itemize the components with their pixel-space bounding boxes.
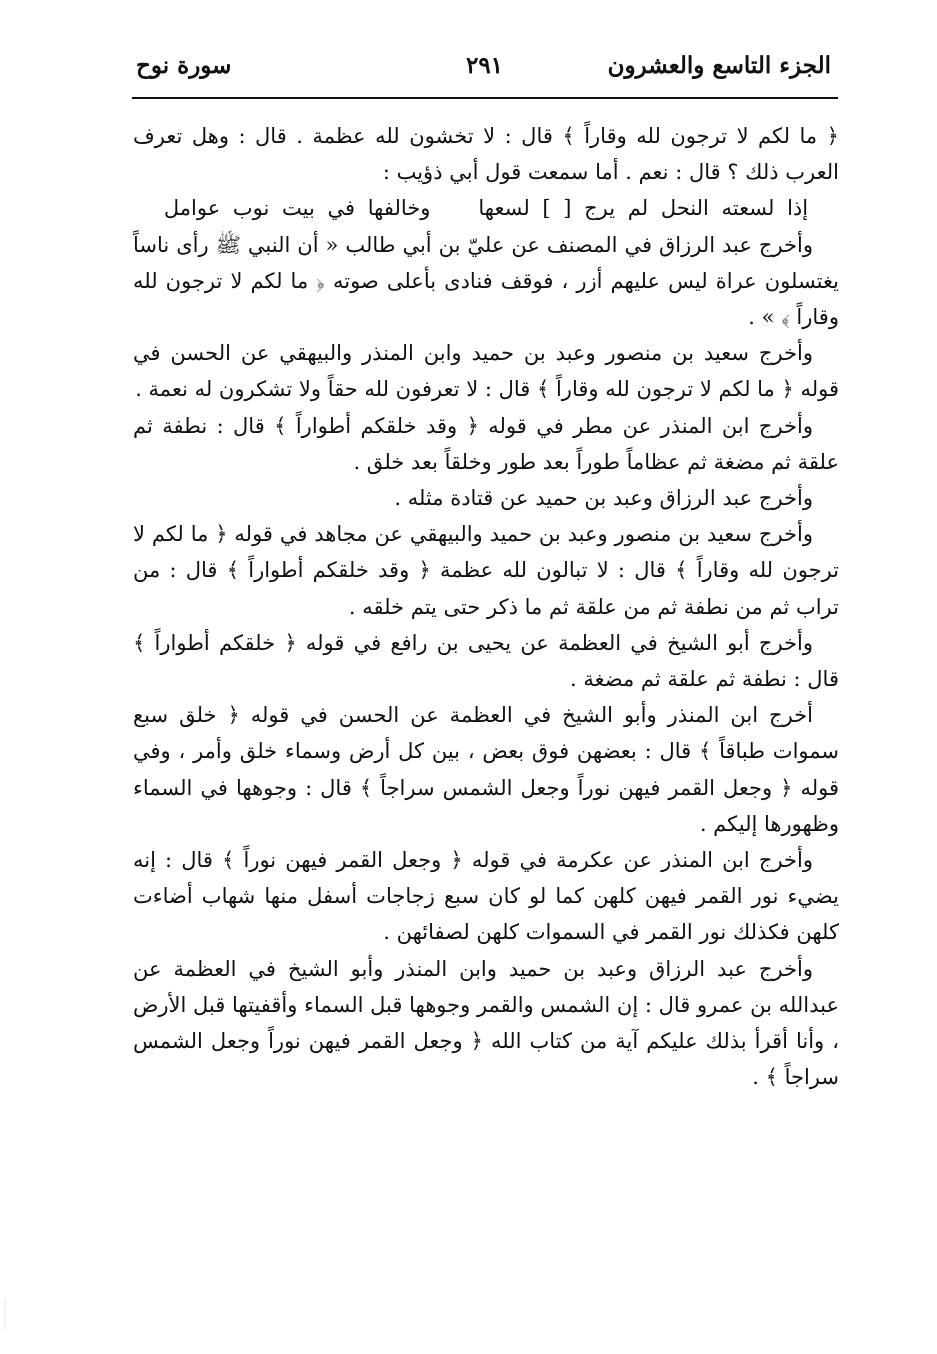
part-title: الجزء التاسع والعشرون — [607, 52, 831, 79]
surah-title: سورة نوح — [136, 52, 232, 79]
verse-first-half: إذا لسعته النحل لم يرج [ ] لسعها — [478, 196, 809, 221]
paragraph: ﴿ ما لكم لا ترجون لله وقاراً ﴾ قال : لا تخشون لله عظمة . قال : وهل تعرف العرب ذلك ؟ قال : نعم . أما سمعت قول أبي ذؤيب : — [133, 124, 839, 185]
page-number: ٢٩١ — [465, 52, 504, 79]
verse-second-half: وخالفها في بيت نوب عوامل — [163, 196, 431, 221]
scan-margin-mark — [4, 1300, 6, 1330]
paragraph: وأخرج سعيد بن منصور وعبد بن حميد وابن المنذر والبيهقي عن الحسن في قوله ﴿ ما لكم لا ترجون لله وقاراً ﴾ قال : لا تعرفون لله حقاً ولا تشكرون له نعمة . — [133, 341, 839, 402]
poetry-verse — [133, 190, 839, 226]
paragraph: وأخرج أبو الشيخ في العظمة عن يحيى بن رافع في قوله ﴿ خلقكم أطواراً ﴾ قال : نطفة ثم علقة ثم مضغة . — [133, 630, 839, 692]
header-rule — [132, 97, 838, 99]
paragraph: وأخرج ابن المنذر عن عكرمة في قوله ﴿ وجعل القمر فيهن نوراً ﴾ قال : إنه يضيء نور القمر فيهن كلهن كما لو كان سبع زجاجات أسفل منها شهاب أضاءت كلهن فكذلك نور القمر في السموات كلهن لصفائهن . — [133, 848, 839, 945]
paragraph: وأخرج عبد الرزاق وعبد بن حميد وابن المنذر وأبو الشيخ في العظمة عن عبدالله بن عمرو قال : إن الشمس والقمر وجوهها قبل السماء وأقفيتها قبل الأرض ، وأنا أقرأ بذلك عليكم آية من كتاب الله ﴿ وجعل القمر فيهن نوراً وجعل الشمس سراجاً ﴾ . — [133, 956, 839, 1090]
paragraph: وأخرج ابن المنذر عن مطر في قوله ﴿ وقد خلقكم أطواراً ﴾ قال : نطفة ثم علقة ثم مضغة ثم عظاماً طوراً بعد طور وخلقاً بعد خلق . — [133, 413, 839, 474]
body-text — [133, 118, 839, 1095]
paragraph: وأخرج عبد الرزاق وعبد بن حميد عن قتادة مثله . — [394, 486, 813, 511]
page-header — [132, 50, 837, 94]
paragraph: أخرج ابن المنذر وأبو الشيخ في العظمة عن الحسن في قوله ﴿ خلق سبع سموات طباقاً ﴾ قال : بعضهن فوق بعض ، بين كل أرض وسماء خلق وأمر ، وفي قوله ﴿ وجعل القمر فيهن نوراً وجعل الشمس سراجاً ﴾ قال : وجوهها في السماء وظهورها إليكم . — [133, 703, 839, 836]
paragraph: وأخرج عبد الرزاق في المصنف عن عليّ بن أبي طالب « أن النبي ﷺ رأى ناساً يغتسلون عراة ليس عليهم أزر ، فوقف فنادى بأعلى صوته ﴿ ما لكم لا ترجون لله وقاراً ﴾ » . — [133, 232, 839, 330]
paragraph: وأخرج سعيد بن منصور وعبد بن حميد والبيهقي عن مجاهد في قوله ﴿ ما لكم لا ترجون لله وقاراً ﴾ قال : لا تبالون لله عظمة ﴿ وقد خلقكم أطواراً ﴾ قال : من تراب ثم من نطفة ثم من علقة ثم ما ذكر حتى يتم خلقه . — [133, 522, 839, 619]
